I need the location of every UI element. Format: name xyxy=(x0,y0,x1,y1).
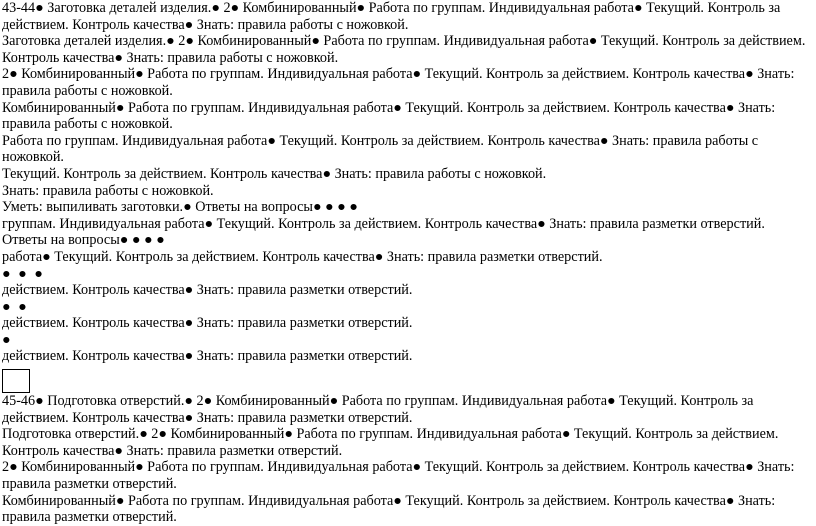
text-paragraph: Уметь: выпиливать заготовки.● Ответы на вопросы● ● ● ● xyxy=(2,199,358,216)
text-paragraph: действием. Контроль качества● Знать: правила разметки отверстий. xyxy=(2,315,413,332)
text-paragraph: 2● Комбинированный● Работа по группам. Индивидуальная работа● Текущий. Контроль за действием. Контроль качества● Знать: правила разметки отверстий. xyxy=(2,459,795,493)
bullet-row: ● ● xyxy=(2,298,29,315)
text-paragraph: 45-46● Подготовка отверстий.● 2● Комбинированный● Работа по группам. Индивидуальная работа● Текущий. Контроль за действием. Контроль качества● Знать: правила разметки отверстий. xyxy=(2,393,754,426)
bullet-row: ● ● ● xyxy=(2,265,45,282)
text-paragraph: Заготовка деталей изделия.● 2● Комбинированный● Работа по группам. Индивидуальная работа● Текущий. Контроль за действием. Контроль качества● Знать: правила работы с ножовкой. xyxy=(2,33,806,66)
text-paragraph: группам. Индивидуальная работа● Текущий. Контроль за действием. Контроль качества● Знать: правила разметки отверстий. xyxy=(2,215,765,232)
text-paragraph: работа● Текущий. Контроль за действием. Контроль качества● Знать: правила разметки отверстий. xyxy=(2,248,603,265)
text-paragraph: Работа по группам. Индивидуальная работа● Текущий. Контроль за действием. Контроль качества● Знать: правила работы с ножовкой. xyxy=(2,132,759,166)
text-paragraph: Текущий. Контроль за действием. Контроль качества● Знать: правила работы с ножовкой. xyxy=(2,165,547,182)
text-paragraph: 2● Комбинированный● Работа по группам. Индивидуальная работа● Текущий. Контроль за действием. Контроль качества● Знать: правила работы с ножовкой. xyxy=(2,66,795,99)
text-paragraph: Подготовка отверстий.● 2● Комбинированный● Работа по группам. Индивидуальная работа● Текущий. Контроль за действием. Контроль качества● Знать: правила разметки отверстий. xyxy=(2,426,779,459)
text-paragraph: Знать: правила работы с ножовкой. xyxy=(2,182,214,199)
text-paragraph: действием. Контроль качества● Знать: правила разметки отверстий. xyxy=(2,348,413,365)
text-paragraph: Комбинированный● Работа по группам. Индивидуальная работа● Текущий. Контроль за действием. Контроль качества● Знать: правила работы с ножовкой. xyxy=(2,99,776,133)
text-paragraph: действием. Контроль качества● Знать: правила разметки отверстий. xyxy=(2,282,413,299)
empty-cell-box xyxy=(2,369,30,393)
bullet-row: ● xyxy=(2,331,13,348)
text-paragraph: 43-44● Заготовка деталей изделия.● 2● Комбинированный● Работа по группам. Индивидуальная работа● Текущий. Контроль за действием. Контроль качества● Знать: правила работы с ножовкой. xyxy=(2,0,781,33)
text-paragraph: Комбинированный● Работа по группам. Индивидуальная работа● Текущий. Контроль за действием. Контроль качества● Знать: правила разметки отверстий. xyxy=(2,492,776,526)
text-paragraph: Ответы на вопросы● ● ● ● xyxy=(2,232,165,249)
